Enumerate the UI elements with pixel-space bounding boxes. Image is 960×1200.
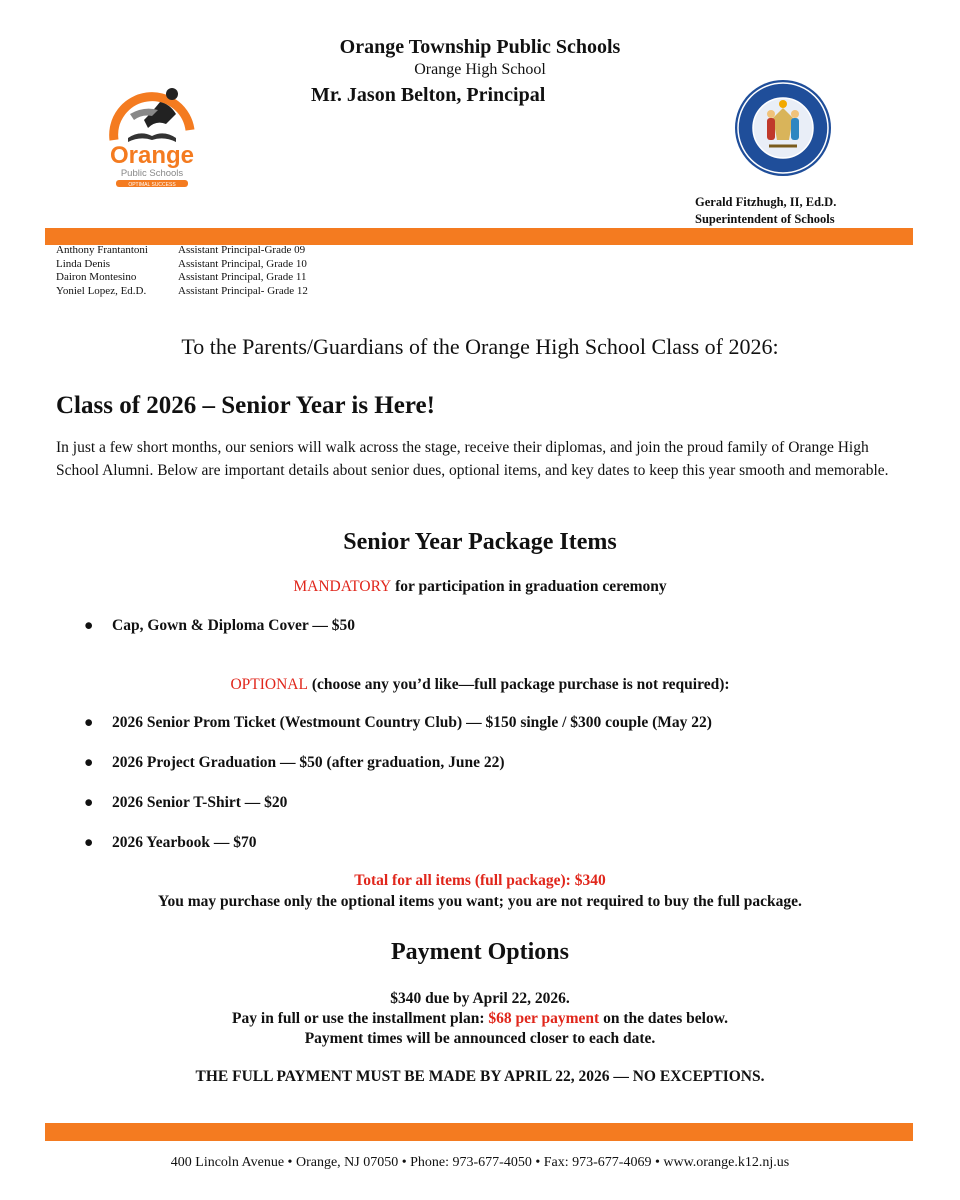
bullet-icon: ● [84,714,94,731]
ap-role: Assistant Principal-Grade 09 [178,244,306,256]
bullet-icon: ● [84,794,94,811]
district-name: Orange Township Public Schools [339,36,621,58]
payment-due: $340 due by April 22, 2026. [390,990,570,1007]
ap-name: Linda Denis [56,257,111,270]
list-item [84,754,505,772]
optional-item: 2026 Senior Prom Ticket (Westmount Country Club) — $150 single / $300 couple (May 22) [112,714,712,731]
nj-department-of-education-seal [733,78,833,178]
superintendent-name: Gerald Fitzhugh, II, Ed.D. [695,195,837,209]
list-item [84,617,355,635]
logo-tagline: OPTIMAL SUCCESS [128,182,176,188]
bullet-icon: ● [84,754,94,771]
list-item [84,794,287,812]
payment-heading: Payment Options [390,939,569,965]
optional-line [0,676,960,694]
payment-deadline: THE FULL PAYMENT MUST BE MADE BY APRIL 22, 2026 — NO EXCEPTIONS. [195,1068,765,1085]
greeting: To the Parents/Guardians of the Orange High School Class of 2026: [181,334,779,359]
logo-subtext: Public Schools [120,168,184,179]
payment-plan-amount: $68 per payment [488,1010,600,1027]
ap-name: Anthony Frantantoni [56,244,148,256]
main-heading: Class of 2026 – Senior Year is Here! [56,392,435,419]
package-heading: Senior Year Package Items [343,529,617,555]
payment-plan-line [0,1010,960,1028]
principal-name: Mr. Jason Belton, Principal [311,84,546,106]
footer-divider-bar [45,1123,913,1141]
footer-address: 400 Lincoln Avenue • Orange, NJ 07050 • Phone: 973-677-4050 • Fax: 973-677-4069 • www.orange.k12.nj.us [170,1155,790,1170]
payment-plan-post: on the dates below. [599,1010,728,1027]
ap-name: Dairon Montesino [56,271,137,283]
bullet-icon: ● [84,834,94,851]
superintendent-title: Superintendent of Schools [695,212,835,226]
school-name: Orange High School [414,61,546,78]
mandatory-line [0,578,960,596]
optional-item: 2026 Project Graduation — $50 (after graduation, June 22) [112,754,505,771]
district-logo [100,80,205,190]
mandatory-text: for participation in graduation ceremony [391,578,667,595]
optional-label: OPTIONAL [230,676,308,693]
optional-item: 2026 Yearbook — $70 [112,834,257,851]
assistant-principal-list [56,244,308,298]
package-total-note: You may purchase only the optional items you want; you are not required to buy the full package. [158,893,802,910]
list-item [56,271,308,285]
state-seal-icon [733,78,833,178]
list-item [56,244,308,258]
optional-text: (choose any you’d like—full package purchase is not required): [307,676,730,693]
mandatory-label: MANDATORY [293,578,392,595]
logo-graphic-icon [100,80,205,190]
list-item [56,258,308,272]
payment-plan-pre: Pay in full or use the installment plan: [232,1010,489,1027]
ap-role: Assistant Principal, Grade 10 [178,257,307,270]
ap-name: Yoniel Lopez, Ed.D. [56,284,147,297]
list-item [84,834,257,852]
list-item [56,285,308,299]
optional-item: 2026 Senior T-Shirt — $20 [112,794,288,811]
package-total: Total for all items (full package): $340 [354,872,606,889]
bullet-icon: ● [84,617,94,634]
logo-wordmark: Orange [109,142,195,169]
ap-role: Assistant Principal- Grade 12 [178,284,308,297]
header-divider-bar [45,228,913,245]
ap-role: Assistant Principal, Grade 11 [178,271,307,283]
superintendent-block [695,194,836,228]
mandatory-item: Cap, Gown & Diploma Cover — $50 [112,617,355,634]
intro-paragraph: In just a few short months, our seniors will walk across the stage, receive their diplomas, and join the proud family of Orange High School Alumni. Below are important details about senior dues, optional items, and key dates to keep this year smooth and memorable. [56,439,889,479]
list-item [84,714,712,732]
payment-times: Payment times will be announced closer to each date. [304,1030,656,1047]
